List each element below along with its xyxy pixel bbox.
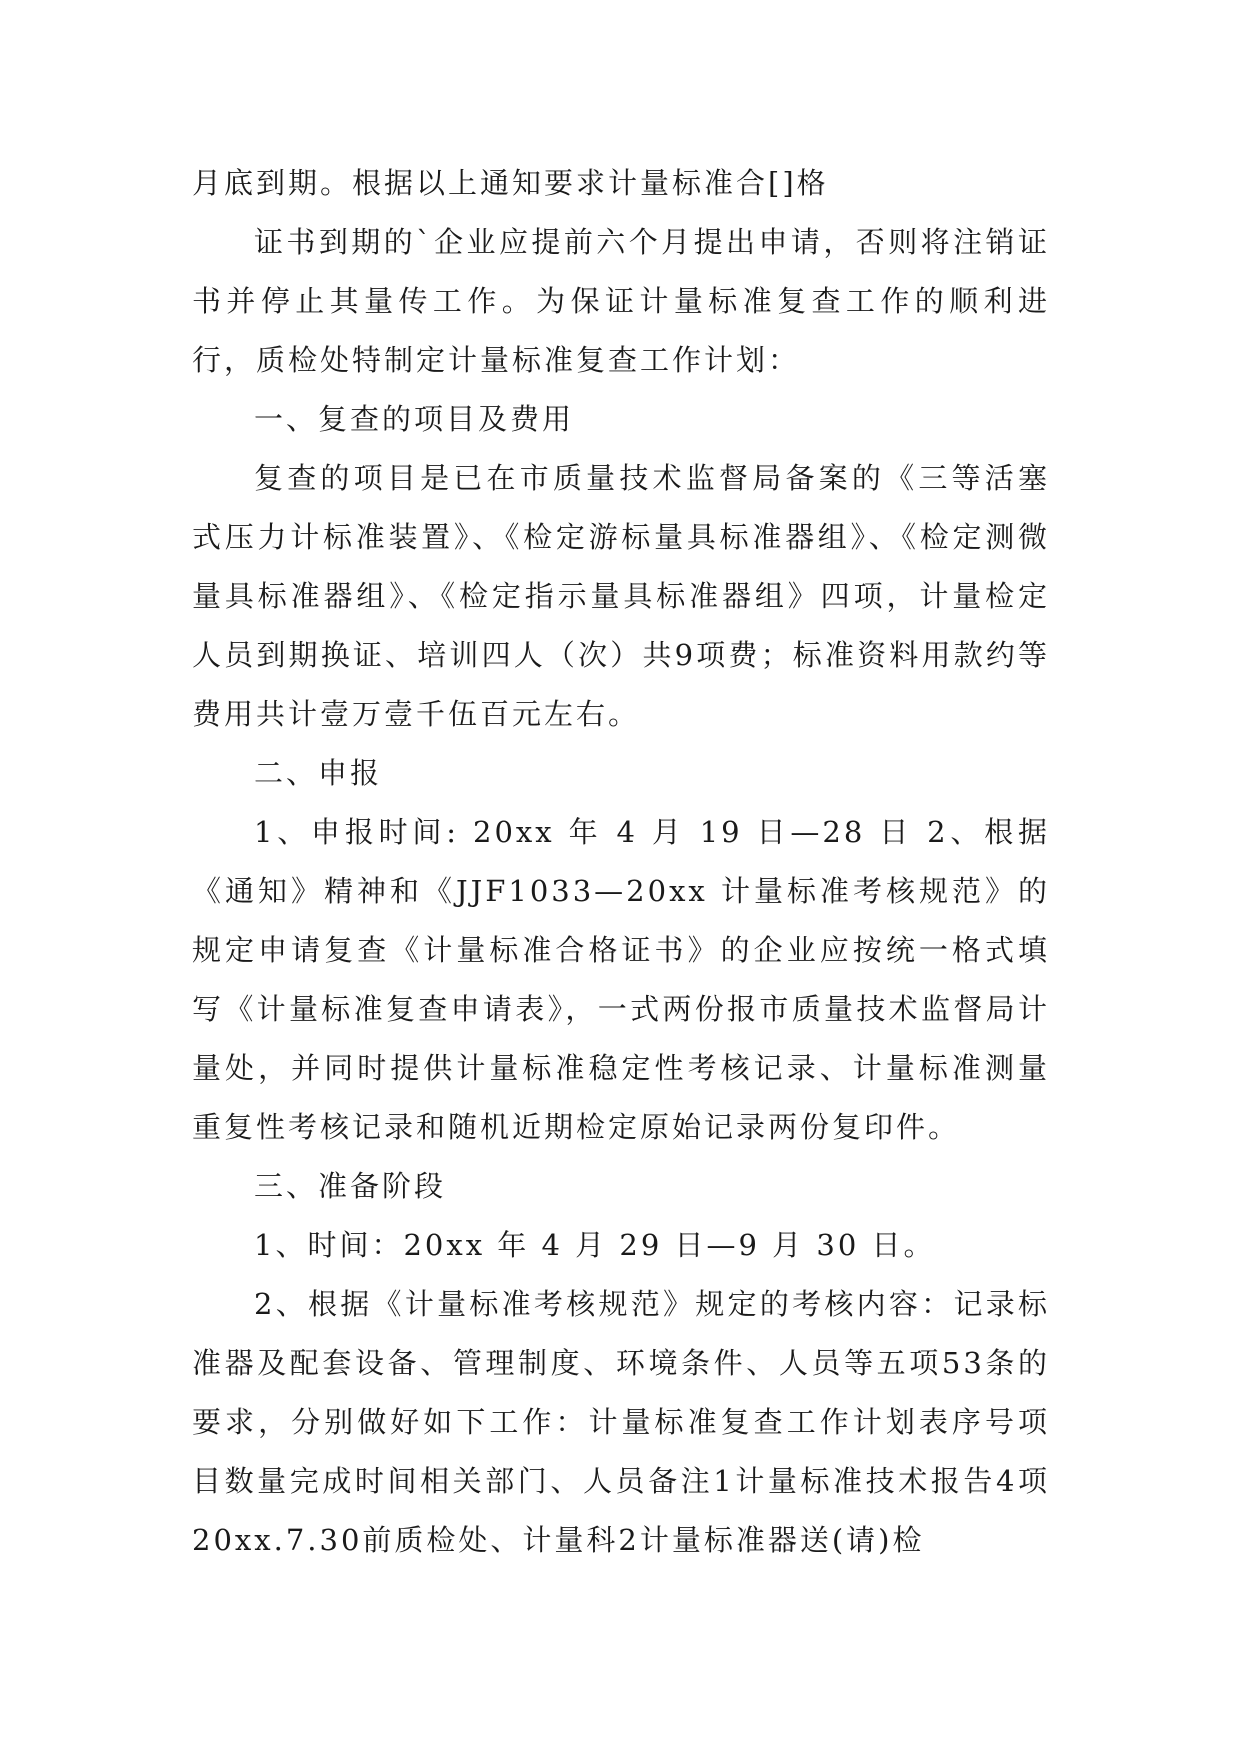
paragraph-review-items: 复查的项目是已在市质量技术监督局备案的《三等活塞式压力计标准装置》、《检定游标量具标准器组》、《检定测微量具标准器组》、《检定指示量具标准器组》四项，计量检定人员到期换证、培训四人（次）共9项费；标准资料用款约等费用共计壹万壹千伍百元左右。 (192, 461, 1050, 731)
paragraph-intro: 证书到期的`企业应提前六个月提出申请，否则将注销证书并停止其量传工作。为保证计量标准复查工作的顺利进行，质检处特制定计量标准复查工作计划： (192, 225, 1050, 377)
paragraph-application: 1、申报时间: 20xx 年 4 月 19 日—28 日 2、根据《通知》精神和《JJF1033—20xx 计量标准考核规范》的规定申请复查《计量标准合格证书》的企业应按统一格式填写《计量标准复查申请表》，一式两份报市质量技术监督局计量处，并同时提供计量标准稳定性考核记录、计量标准测量重复性考核记录和随机近期检定原始记录两份复印件。 (192, 815, 1050, 1144)
document-body (192, 154, 1050, 1570)
paragraph-continuation: 月底到期。根据以上通知要求计量标准合[]格 (192, 166, 829, 200)
section-heading-2: 二、申报 (254, 756, 383, 790)
section-heading-1: 一、复查的项目及费用 (254, 402, 575, 436)
paragraph-prep-time: 1、时间：20xx 年 4 月 29 日—9 月 30 日。 (254, 1228, 936, 1262)
section-heading-3: 三、准备阶段 (254, 1169, 447, 1203)
paragraph-prep-requirements: 2、根据《计量标准考核规范》规定的考核内容：记录标准器及配套设备、管理制度、环境条件、人员等五项53条的要求，分别做好如下工作：计量标准复查工作计划表序号项目数量完成时间相关部门、人员备注1计量标准技术报告4项20xx.7.30前质检处、计量科2计量标准器送(请)检 (192, 1287, 1050, 1557)
